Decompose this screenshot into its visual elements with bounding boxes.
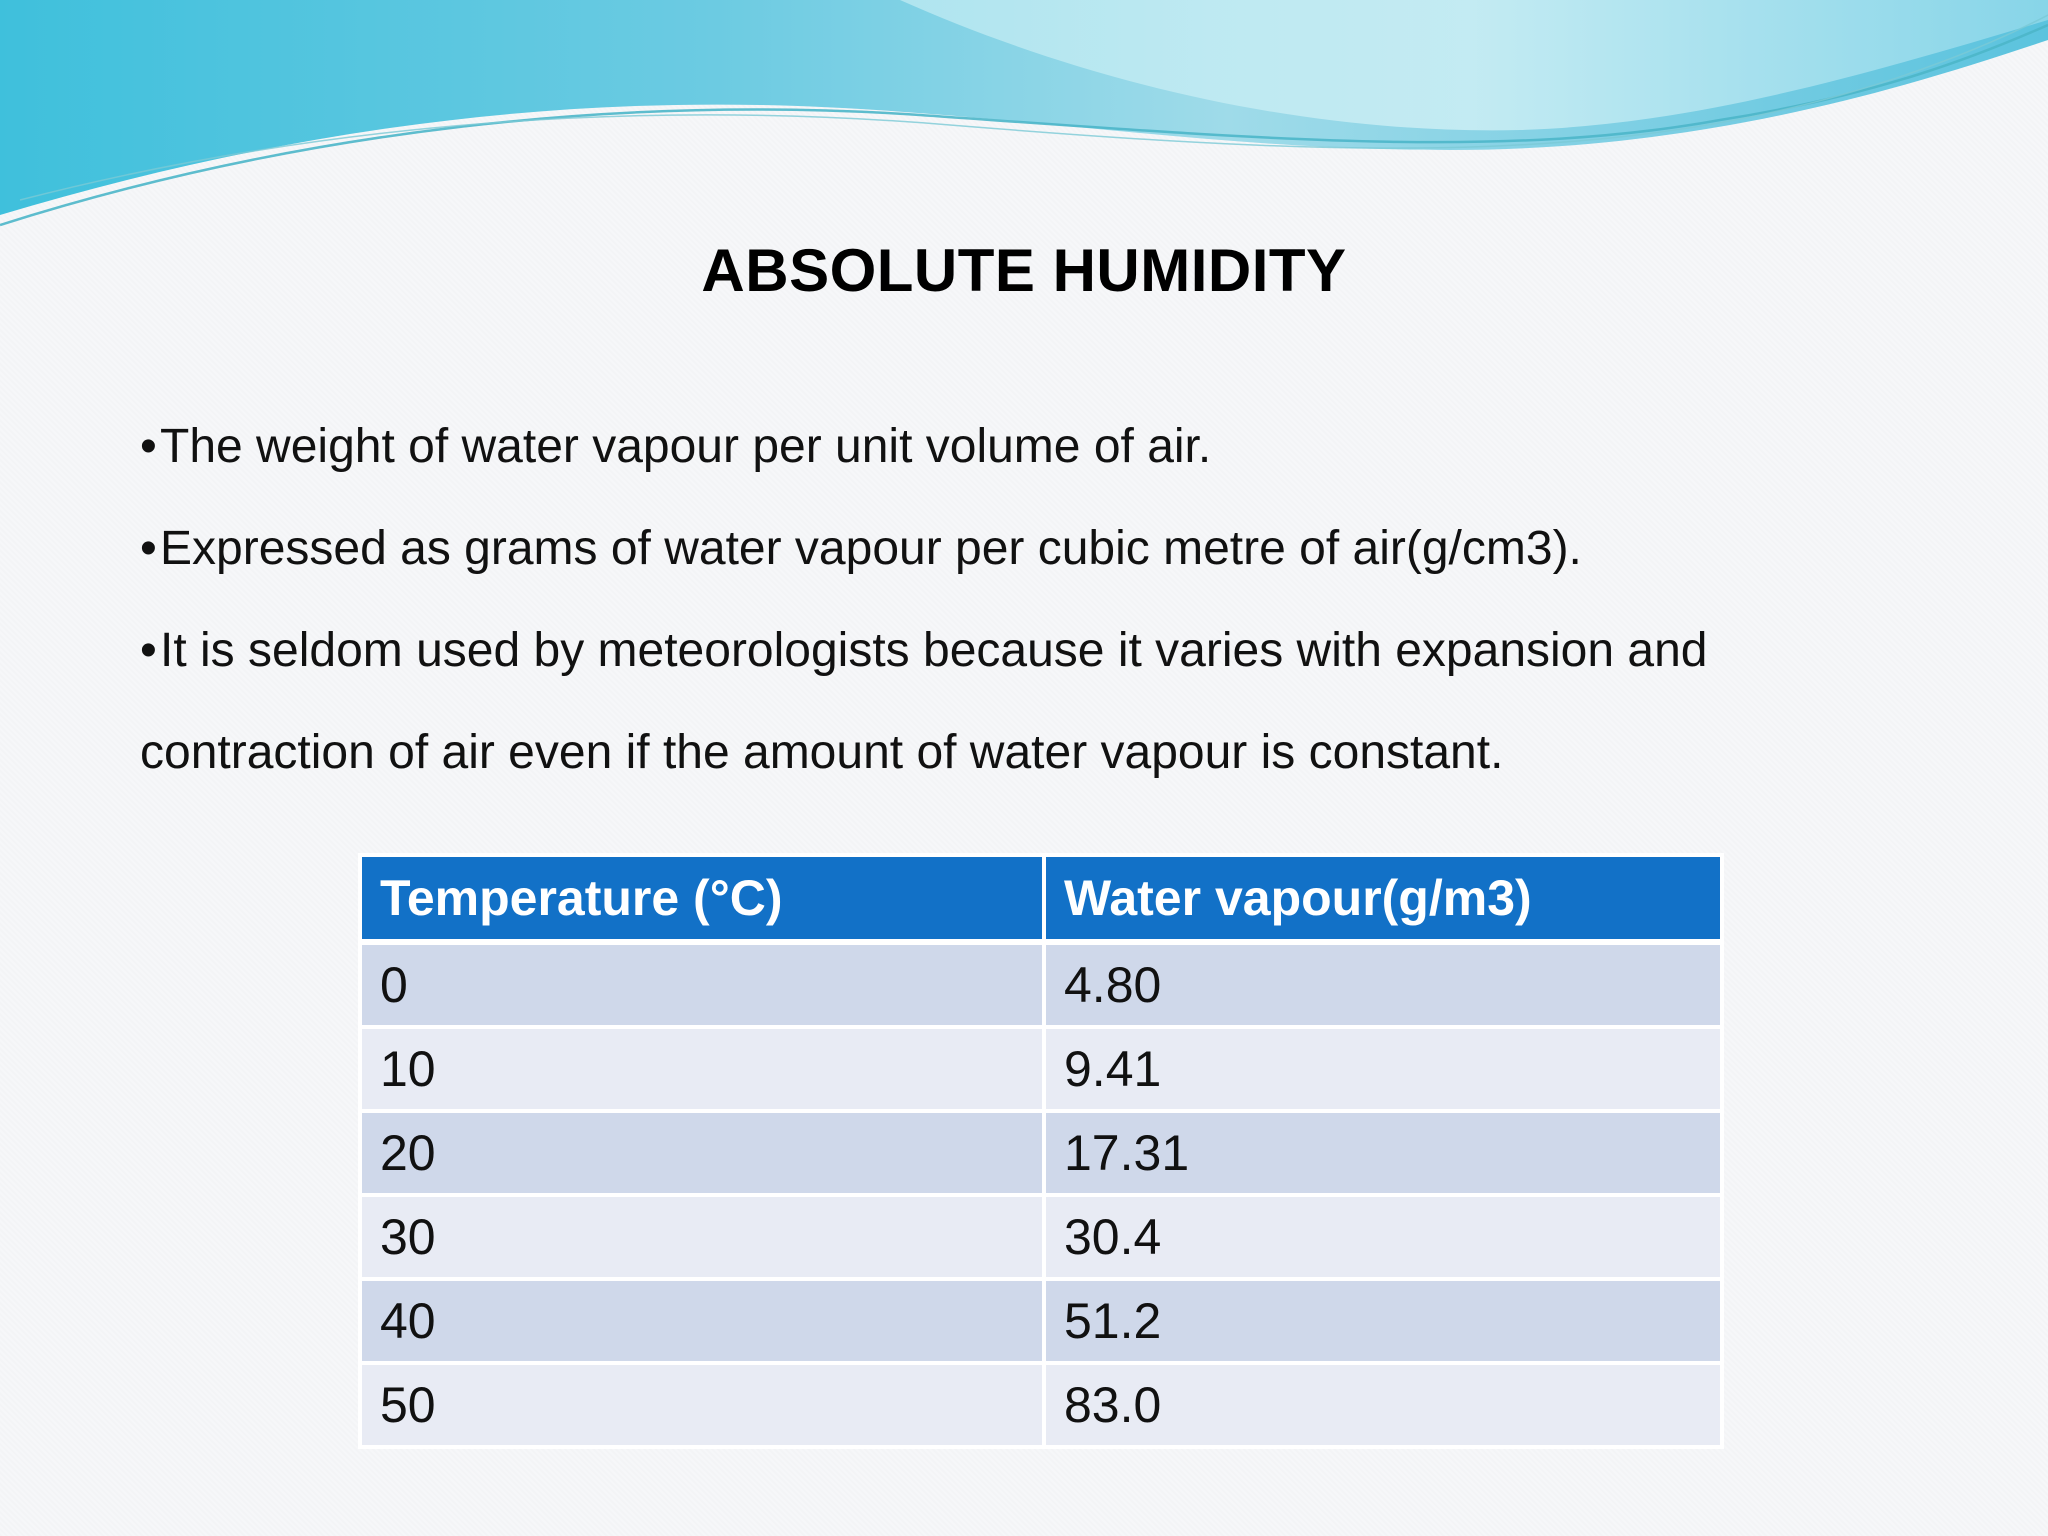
table-row [360, 942, 1722, 1027]
table-row [360, 1363, 1722, 1447]
cell-temperature: 50 [360, 1363, 1044, 1447]
bullet-item [140, 396, 1940, 498]
bullet-text: It is seldom used by meteorologists because it varies with expansion and [160, 624, 1708, 677]
header-temperature: Temperature (°C) [360, 855, 1044, 942]
table-row [360, 1195, 1722, 1279]
humidity-table [358, 853, 1724, 1449]
table-row [360, 1027, 1722, 1111]
bullet-item [140, 498, 1940, 600]
cell-water-vapour: 83.0 [1044, 1363, 1722, 1447]
bullet-marker: • [140, 420, 157, 473]
bullet-text: The weight of water vapour per unit volume of air. [160, 420, 1212, 473]
cell-temperature: 0 [360, 942, 1044, 1027]
cell-temperature: 40 [360, 1279, 1044, 1363]
wave-header-decoration [0, 0, 2048, 240]
table-row [360, 1279, 1722, 1363]
cell-water-vapour: 30.4 [1044, 1195, 1722, 1279]
bullet-continuation [140, 702, 1940, 804]
bullet-text: contraction of air even if the amount of water vapour is constant. [140, 726, 1504, 779]
cell-temperature: 30 [360, 1195, 1044, 1279]
bullet-marker: • [140, 522, 157, 575]
cell-water-vapour: 9.41 [1044, 1027, 1722, 1111]
cell-temperature: 10 [360, 1027, 1044, 1111]
bullet-item [140, 600, 1940, 702]
cell-water-vapour: 4.80 [1044, 942, 1722, 1027]
header-water-vapour: Water vapour(g/m3) [1044, 855, 1722, 942]
table-row [360, 1111, 1722, 1195]
cell-temperature: 20 [360, 1111, 1044, 1195]
cell-water-vapour: 51.2 [1044, 1279, 1722, 1363]
bullet-marker: • [140, 624, 157, 677]
table-header-row [360, 855, 1722, 942]
slide-title: ABSOLUTE HUMIDITY [701, 237, 1347, 304]
bullet-text: Expressed as grams of water vapour per cubic metre of air(g/cm3). [160, 522, 1582, 575]
bullet-list [140, 396, 1940, 804]
cell-water-vapour: 17.31 [1044, 1111, 1722, 1195]
